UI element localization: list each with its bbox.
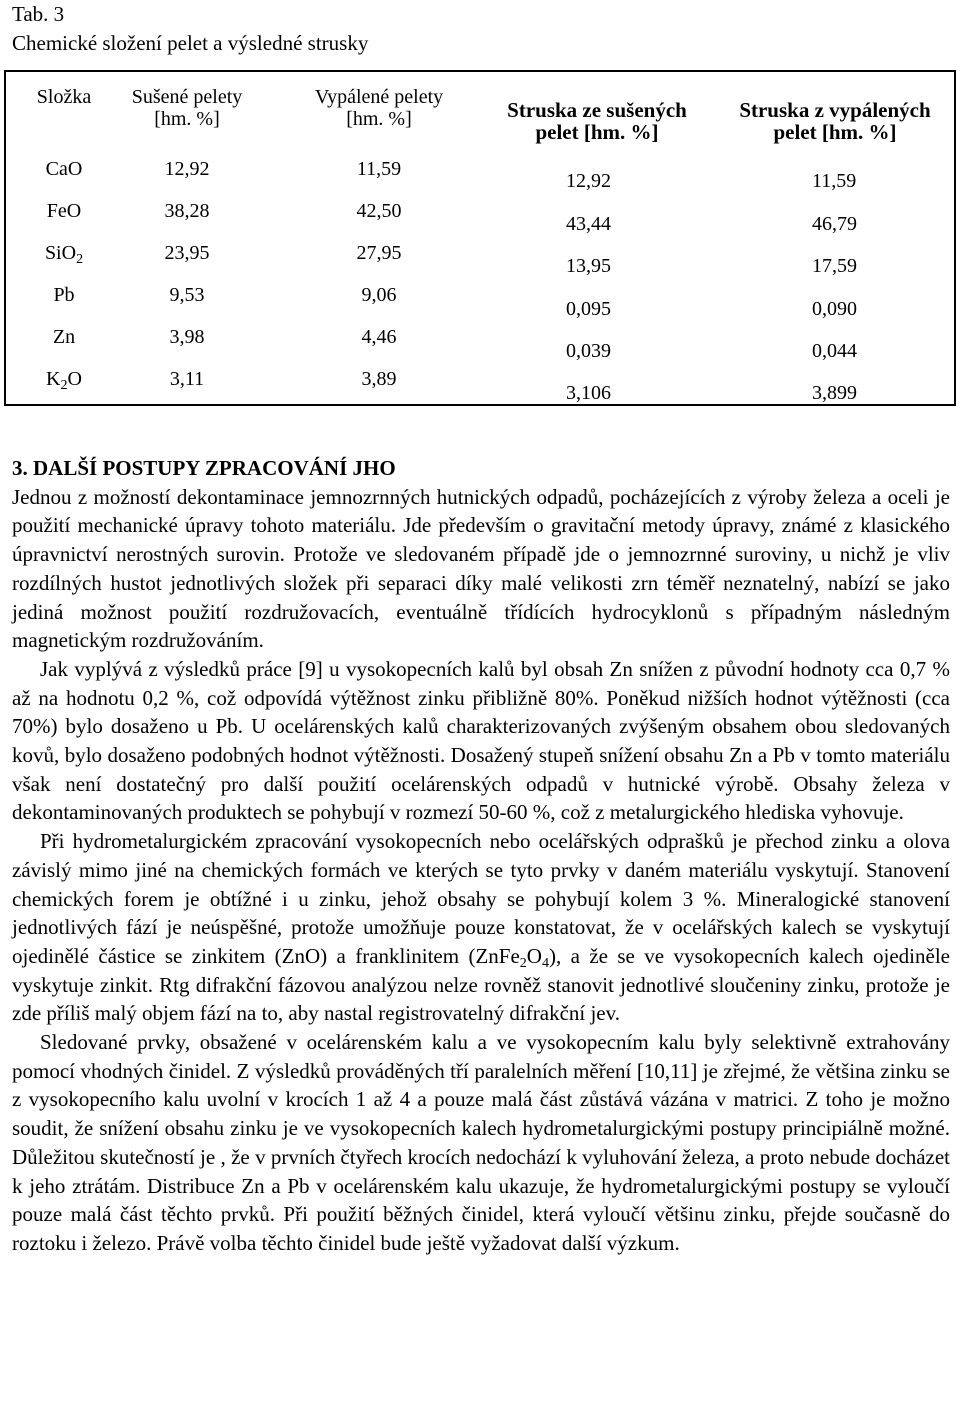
header-slag-fired: Struska z vypálených pelet [hm. %] [739, 98, 931, 144]
row-slag-fired: 11,59 [812, 170, 857, 192]
row-slag-dried: 43,44 [566, 213, 611, 235]
row-component: $K_2O$ [46, 368, 82, 393]
row-fired: 27,95 [356, 242, 402, 264]
row-slag-dried: 3,106 [566, 382, 611, 404]
row-dried: 3,11 [169, 368, 205, 390]
header-component: Složka [36, 86, 92, 108]
row-dried: 12,92 [164, 158, 210, 180]
row-dried: 3,98 [169, 326, 205, 348]
row-dried: 38,28 [164, 200, 210, 222]
row-fired: 11,59 [356, 158, 402, 180]
row-slag-fired: 0,090 [812, 298, 857, 320]
header-slag-dried: Struska ze sušených pelet [hm. %] [507, 98, 687, 144]
row-dried: 23,95 [164, 242, 210, 264]
row-slag-dried: 13,95 [566, 255, 611, 277]
composition-table [4, 70, 956, 406]
section-body [12, 454, 950, 1258]
row-slag-fired: 46,79 [812, 213, 857, 235]
section-heading: 3. DALŠÍ POSTUPY ZPRACOVÁNÍ JHO [12, 456, 396, 480]
row-component: Zn [52, 326, 76, 348]
paragraph-1: Jednou z možností dekontaminace jemnozrnných hutnických odpadů, pocházejících z výroby železa a oceli je použití mechanické úpravy tohoto materiálu. Jde především o gravitační metody úpravy, známé z klasického úpravnictví nerostných surovin. Protože ve sledovaném případě jde o jemnozrnné suroviny, u nichž je vliv rozdílných hustot jednotlivých složek při separaci díky malé velikosti zrn téměř neznatelný, nabízí se jako jediná možnost použití rozdružovacích, eventuálně třídících hydrocyklonů s případným následným magnetickým rozdružováním. [12, 484, 950, 653]
row-slag-dried: 12,92 [566, 170, 611, 192]
row-fired: 42,50 [356, 200, 402, 222]
row-slag-fired: 3,899 [812, 382, 857, 404]
paragraph-2: Jak vyplývá z výsledků práce [9] u vysokopecních kalů byl obsah Zn snížen z původní hodnoty cca 0,7 % až na hodnotu 0,2 %, což odpovídá výtěžnost zinku přibližně 80%. Poněkud nižších hodnot výtěžnosti (cca 70%) bylo dosaženo u Pb. U ocelárenských kalů charakterizovaných zvýšeným obsahem obou sledovaných kovů, bylo dosaženo podobných hodnot výtěžnosti. Dosažený stupeň snížení obsahu Zn a Pb v tomto materiálu však není dostatečný pro další použití ocelárenských odpadů v hutnické výrobě. Obsahy železa v dekontaminovaných produktech se pohybují v rozmezí 50-60 %, což z metalurgického hlediska vyhovuje. [12, 656, 950, 825]
row-slag-fired: 0,044 [812, 340, 857, 362]
header-dried-pellets: Sušené pelety [hm. %] [131, 86, 243, 130]
row-slag-fired: 17,59 [812, 255, 857, 277]
table-title: Chemické složení pelet a výsledné strusky [12, 31, 369, 55]
paragraph-3: Při hydrometalurgickém zpracování vysokopecních nebo ocelářských odprašků je přechod zinku a olova závislý mimo jiné na chemických formách ve kterých se tyto prvky v daném materiálu vyskytují. Stanovení chemických forem je obtížné i u zinku, jehož obsahy se pohybují kolem 3 %. Mineralogické stanovení jednotlivých fází je neúspěšné, protože umožňuje pouze konstatovat, že v ocelářských kalech se vyskytují ojedinělé částice se zinkitem (ZnO) a franklinitem $(ZnFe_2O_4)$, a že se ve vysokopecních kalech ojediněle vyskytuje zinkit. Rtg difrakční fázovou analýzou nelze rovněž stanovit jednotlivé sloučeniny zinku, protože je zde příliš malý objem fází na to, aby nastal registrovatelný difrakční jev. [12, 829, 950, 1026]
table-number: Tab. 3 [12, 2, 65, 26]
row-slag-dried: 0,095 [566, 298, 611, 320]
row-component: Pb [53, 284, 75, 306]
paragraph-4: Sledované prvky, obsažené v ocelárenském kalu a ve vysokopecním kalu byly selektivně extrahovány pomocí vhodných činidel. Z výsledků prováděných tří paralelních měření [10,11] je zřejmé, že většina zinku se z vysokopecního kalu uvolní v krocích 1 až 4 a pouze malá část zůstává vázána v matrici. Z toho je možno soudit, že snížení obsahu zinku je ve vysokopecních kalech hydrometalurgickými postupy principiálně možné. Důležitou skutečností je , že v prvních čtyřech krocích nedochází k vyluhování železa, a proto nebude docházet k jeho ztrátám. Distribuce Zn a Pb v ocelárenském kalu ukazuje, že hydrometalurgickými postupy se vyloučí pouze malá část těchto prvků. Při použití běžných činidel, která vyloučí většinu zinku, přejde současně do roztoku i železo. Právě volba těchto činidel bude ještě vyžadovat další výzkum. [12, 1030, 950, 1255]
table-caption [12, 0, 368, 58]
row-fired: 3,89 [361, 368, 397, 390]
row-component: CaO [45, 158, 83, 180]
row-component: FeO [46, 200, 82, 222]
row-dried: 9,53 [169, 284, 205, 306]
header-fired-pellets: Vypálené pelety [hm. %] [314, 86, 444, 130]
row-slag-dried: 0,039 [566, 340, 611, 362]
row-fired: 4,46 [361, 326, 397, 348]
row-component: SiO$_2$ [44, 242, 84, 267]
row-fired: 9,06 [361, 284, 397, 306]
